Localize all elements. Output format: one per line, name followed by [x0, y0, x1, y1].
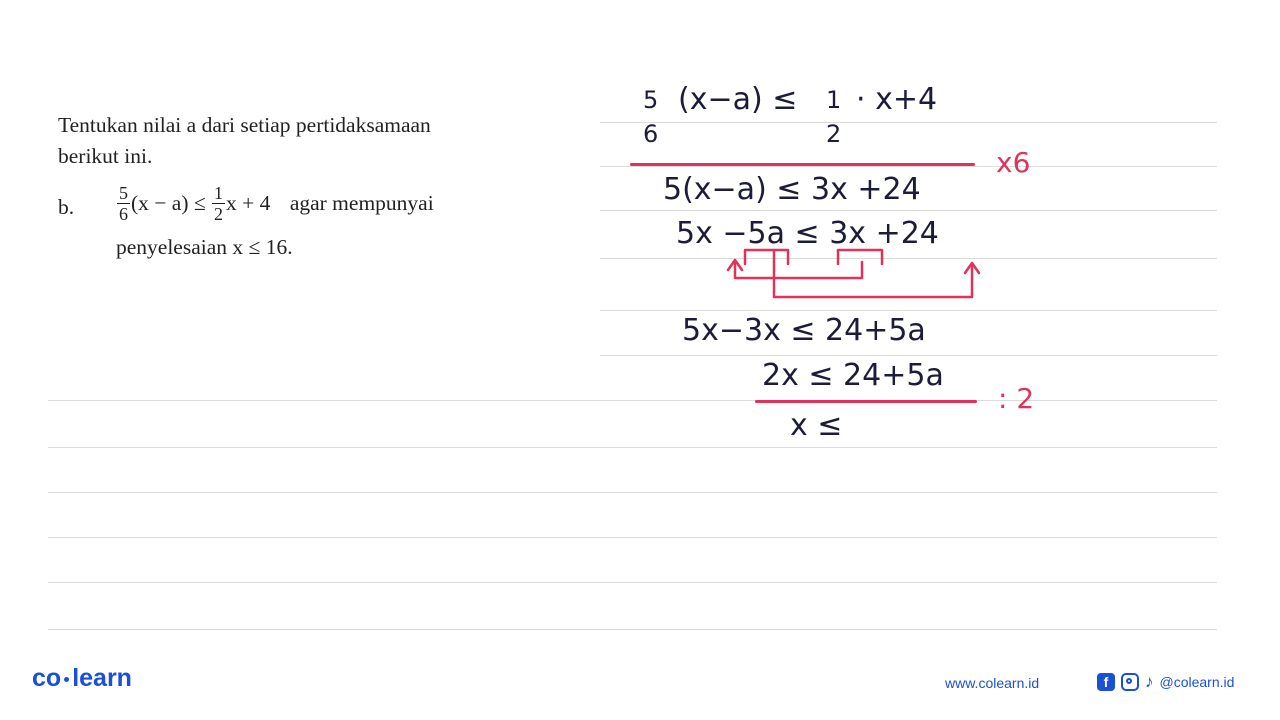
fraction-numerator: 5 — [119, 183, 128, 203]
instagram-icon[interactable] — [1121, 673, 1139, 691]
solution-condition: penyelesaian x ≤ 16. — [116, 235, 293, 259]
colearn-logo — [32, 664, 132, 693]
social-links — [1097, 672, 1234, 692]
hw-fraction-numerator: 1 — [826, 86, 842, 114]
tiktok-icon[interactable]: ♪ — [1145, 672, 1154, 691]
problem-condition: agar mempunyai — [289, 191, 434, 215]
hw-fraction-denominator: 2 — [826, 120, 842, 148]
inequality-left-expression: (x − a) ≤ — [131, 191, 206, 215]
fraction-numerator: 1 — [214, 183, 224, 203]
hw-step-4: 5x−3x ≤ 24+5a — [682, 313, 926, 348]
inequality-right-expression: x + 4 — [226, 191, 271, 215]
facebook-icon[interactable]: f — [1097, 673, 1115, 691]
logo-text-learn: learn — [72, 664, 132, 692]
problem-line-1: Tentukan nilai a dari setiap pertidaksamaan — [58, 113, 431, 137]
hw-step-1-right: · x+4 — [856, 82, 938, 117]
website-url[interactable]: www.colearn.id — [945, 675, 1040, 691]
hw-step-2: 5(x−a) ≤ 3x +24 — [663, 172, 921, 207]
fraction-denominator: 2 — [214, 204, 224, 224]
part-label: b. — [58, 195, 75, 219]
hw-step-1-left: (x−a) ≤ — [678, 82, 798, 117]
annotation-underline — [755, 400, 977, 403]
logo-dot — [64, 677, 69, 682]
annotation-multiplier: x6 — [996, 146, 1031, 179]
fraction-denominator: 6 — [119, 204, 128, 224]
hw-step-3: 5x −5a ≤ 3x +24 — [676, 216, 939, 251]
annotation-divider: : 2 — [998, 382, 1035, 415]
social-handle[interactable]: @colearn.id — [1159, 674, 1235, 690]
hw-fraction-denominator: 6 — [643, 120, 659, 148]
hw-fraction-numerator: 5 — [643, 86, 659, 114]
hw-step-5: 2x ≤ 24+5a — [762, 358, 944, 393]
problem-line-2: berikut ini. — [58, 144, 153, 168]
logo-text-co: co — [32, 664, 62, 692]
hw-step-6: x ≤ — [790, 408, 843, 443]
